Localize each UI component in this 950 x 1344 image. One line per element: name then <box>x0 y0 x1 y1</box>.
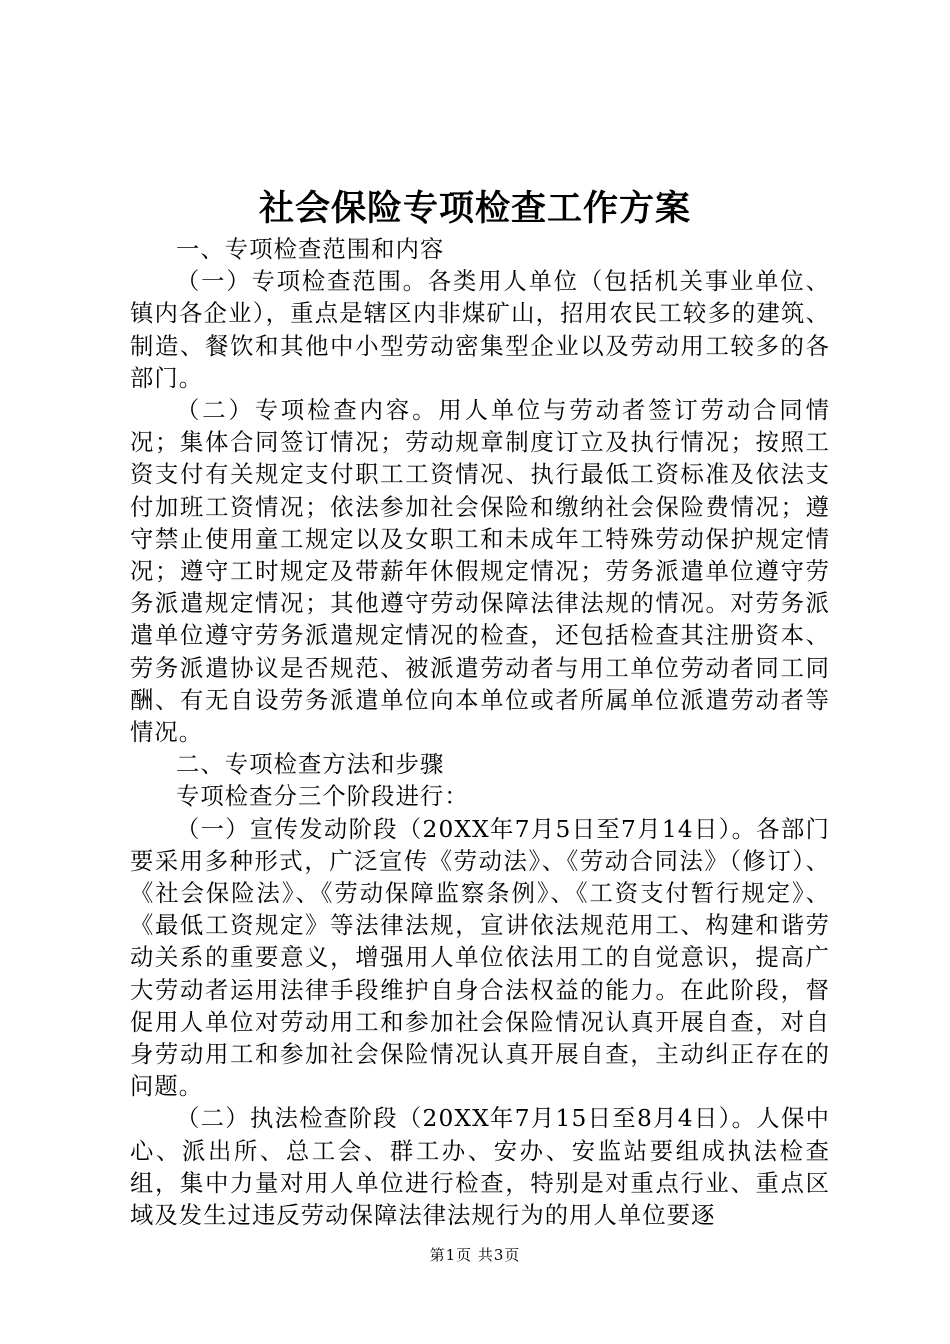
page-footer: 第1页 共3页 <box>429 1246 521 1264</box>
paragraph-stage-inspection: （二）执法检查阶段（20XX年7月15日至8月4日）。人保中心、派出所、总工会、群工办、安办、安监站要组成执法检查组，集中力量对用人单位进行检查，特别是对重点行业、重点区域及发生过违反劳动保障法律法规行为的用人单位要逐 <box>130 1105 830 1230</box>
document-body <box>130 234 830 1232</box>
document-title: 社会保险专项检查工作方案 <box>258 189 691 229</box>
paragraph-content: （二）专项检查内容。用人单位与劳动者签订劳动合同情况；集体合同签订情况；劳动规章制度订立及执行情况；按照工资支付有关规定支付职工工资情况、执行最低工资标准及依法支付加班工资情况；依法参加社会保险和缴纳社会保险费情况；遵守禁止使用童工规定以及女职工和未成年工特殊劳动保护规定情况；遵守工时规定及带薪年休假规定情况；劳务派遣单位遵守劳务派遣规定情况；其他遵守劳动保障法律法规的情况。对劳务派遣单位遵守劳务派遣规定情况的检查，还包括检查其注册资本、劳务派遣协议是否规范、被派遣劳动者与用工单位劳动者同工同酬、有无自设劳务派遣单位向本单位或者所属单位派遣劳动者等情况。 <box>130 397 830 747</box>
section-heading-1: 一、专项检查范围和内容 <box>176 236 445 263</box>
paragraph-scope: （一）专项检查范围。各类用人单位（包括机关事业单位、镇内各企业），重点是辖区内非煤矿山，招用农民工较多的建筑、制造、餐饮和其他中小型劳动密集型企业以及劳动用工较多的各部门。 <box>130 268 830 392</box>
paragraph-stage-publicity: （一）宣传发动阶段（20XX年7月5日至7月14日）。各部门要采用多种形式，广泛宣传《劳动法》、《劳动合同法》（修订）、《社会保险法》、《劳动保障监察条例》、《工资支付暂行规定》、《最低工资规定》等法律法规，宣讲依法规范用工、构建和谐劳动关系的重要意义，增强用人单位依法用工的自觉意识，提高广大劳动者运用法律手段维护自身合法权益的能力。在此阶段，督促用人单位对劳动用工和参加社会保险情况认真开展自查，对自身劳动用工和参加社会保险情况认真开展自查，主动纠正存在的问题。 <box>130 815 830 1101</box>
paragraph-stages-intro: 专项检查分三个阶段进行： <box>176 783 469 811</box>
section-heading-2: 二、专项检查方法和步骤 <box>176 751 445 779</box>
